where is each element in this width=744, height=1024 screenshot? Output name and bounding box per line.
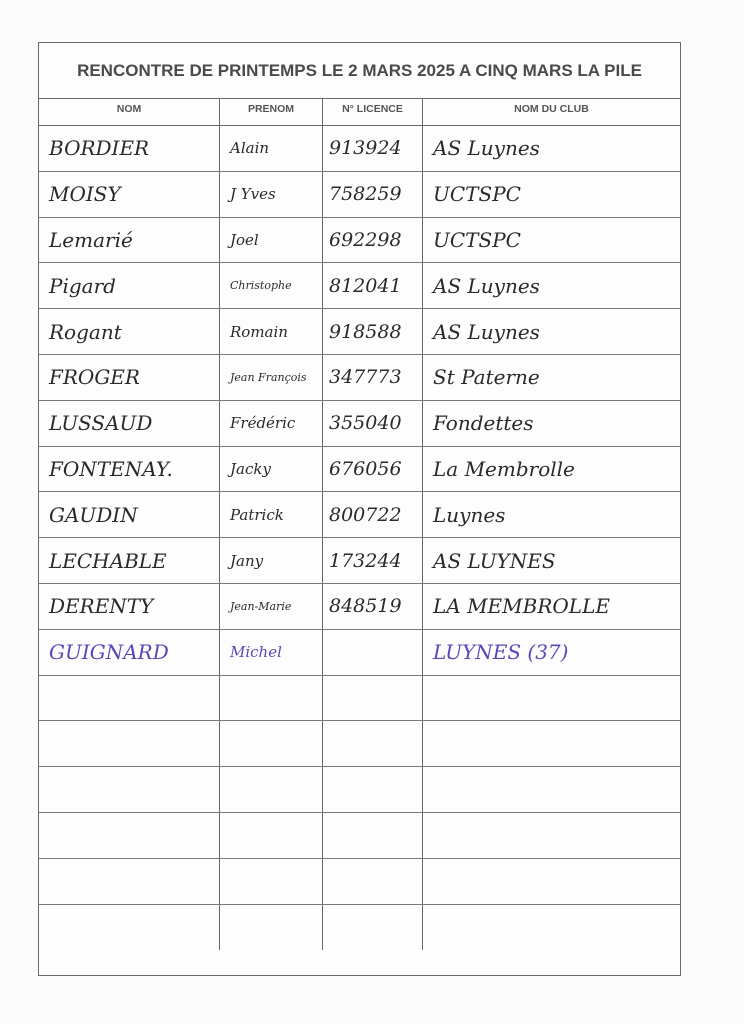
cell-licence: 913924	[323, 126, 423, 171]
cell-nom: LUSSAUD	[39, 401, 220, 446]
cell-licence: 812041	[323, 263, 423, 308]
header-licence: N° LICENCE	[323, 99, 423, 125]
cell-club: St Paterne	[433, 365, 540, 390]
cell-licence: 918588	[323, 309, 423, 354]
table-row	[39, 172, 680, 218]
cell-prenom	[220, 813, 323, 858]
table-row	[39, 676, 680, 722]
table-row	[39, 401, 680, 447]
cell-prenom: Joel	[220, 218, 323, 263]
table-row	[39, 218, 680, 264]
header-club: NOM DU CLUB	[514, 103, 589, 115]
cell-nom: FONTENAY.	[39, 447, 220, 492]
cell-nom: Rogant	[39, 309, 220, 354]
cell-nom: LECHABLE	[39, 538, 220, 583]
cell-club: AS Luynes	[433, 319, 540, 344]
cell-club	[423, 721, 680, 766]
header-nom: NOM	[39, 99, 220, 125]
cell-club: Fondettes	[433, 411, 534, 436]
cell-club	[423, 676, 680, 721]
cell-licence	[323, 859, 423, 904]
table-row	[39, 767, 680, 813]
table-row	[39, 309, 680, 355]
cell-club: AS Luynes	[433, 273, 540, 298]
cell-nom: BORDIER	[39, 126, 220, 171]
cell-prenom: Jean François	[220, 355, 323, 400]
cell-nom: GUIGNARD	[39, 630, 220, 675]
cell-licence	[323, 905, 423, 951]
cell-prenom	[220, 721, 323, 766]
cell-nom: Lemarié	[39, 218, 220, 263]
cell-nom: GAUDIN	[39, 492, 220, 537]
cell-prenom	[220, 767, 323, 812]
cell-licence: 848519	[323, 584, 423, 629]
table-row	[39, 447, 680, 493]
cell-club: Luynes	[433, 502, 506, 527]
cell-nom	[39, 813, 220, 858]
cell-club	[423, 859, 680, 904]
cell-licence	[323, 767, 423, 812]
cell-prenom: Romain	[220, 309, 323, 354]
cell-nom: DERENTY	[39, 584, 220, 629]
cell-licence: 173244	[323, 538, 423, 583]
cell-prenom	[220, 859, 323, 904]
cell-prenom: J Yves	[220, 172, 323, 217]
sheet-title: RENCONTRE DE PRINTEMPS LE 2 MARS 2025 A CINQ MARS LA PILE	[39, 43, 680, 99]
cell-club	[423, 767, 680, 812]
cell-licence: 692298	[323, 218, 423, 263]
table-header	[39, 99, 680, 126]
cell-nom	[39, 905, 220, 951]
cell-nom: FROGER	[39, 355, 220, 400]
cell-nom	[39, 676, 220, 721]
cell-prenom: Jany	[220, 538, 323, 583]
cell-club: UCTSPC	[433, 227, 521, 252]
cell-licence: 676056	[323, 447, 423, 492]
cell-licence: 800722	[323, 492, 423, 537]
cell-prenom: Patrick	[220, 492, 323, 537]
table-row	[39, 721, 680, 767]
cell-club	[423, 813, 680, 858]
cell-prenom	[220, 676, 323, 721]
table-row	[39, 584, 680, 630]
cell-prenom: Alain	[220, 126, 323, 171]
header-prenom: PRENOM	[220, 99, 323, 125]
cell-licence	[323, 813, 423, 858]
table-row	[39, 126, 680, 172]
cell-licence: 347773	[323, 355, 423, 400]
table-row	[39, 905, 680, 951]
cell-licence	[323, 676, 423, 721]
cell-club: LA MEMBROLLE	[433, 594, 610, 619]
cell-nom: Pigard	[39, 263, 220, 308]
table-row	[39, 492, 680, 538]
cell-nom	[39, 859, 220, 904]
cell-nom	[39, 767, 220, 812]
cell-club: UCTSPC	[433, 182, 521, 207]
table-row	[39, 538, 680, 584]
cell-club: LUYNES (37)	[433, 640, 569, 665]
cell-prenom: Christophe	[220, 263, 323, 308]
cell-club	[423, 905, 680, 951]
table-body	[39, 126, 680, 950]
cell-licence	[323, 630, 423, 675]
cell-club: AS Luynes	[433, 136, 540, 161]
cell-prenom: Jacky	[220, 447, 323, 492]
cell-prenom: Jean-Marie	[220, 584, 323, 629]
table-row	[39, 263, 680, 309]
cell-prenom	[220, 905, 323, 951]
table-row	[39, 355, 680, 401]
table-row	[39, 813, 680, 859]
cell-nom: MOISY	[39, 172, 220, 217]
table-row	[39, 630, 680, 676]
cell-licence: 355040	[323, 401, 423, 446]
registration-sheet	[38, 42, 681, 976]
cell-prenom: Michel	[220, 630, 323, 675]
cell-club: La Membrolle	[433, 456, 575, 481]
cell-prenom: Frédéric	[220, 401, 323, 446]
cell-licence	[323, 721, 423, 766]
cell-licence: 758259	[323, 172, 423, 217]
cell-club: AS LUYNES	[433, 548, 556, 573]
table-row	[39, 859, 680, 905]
cell-nom	[39, 721, 220, 766]
